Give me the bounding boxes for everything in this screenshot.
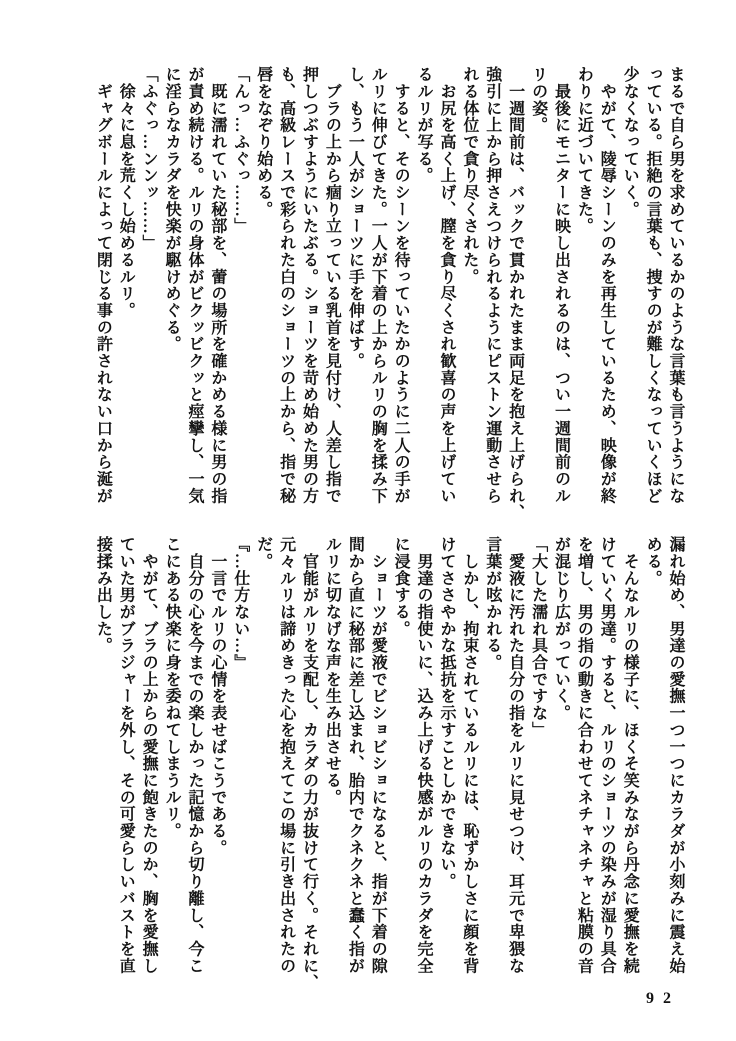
text-column: けていく男達。すると、ルリのショーツの染みが湿り具合: [598, 536, 616, 975]
text-column: だ。: [254, 536, 272, 570]
text-column: 官能がルリを支配し、カラダの力が抜けて行く。それに、: [300, 536, 318, 991]
text-column: 「ふぐっ…ンンッ……」: [140, 66, 158, 252]
text-column: に浸食する。: [392, 536, 410, 638]
text-column: も、高級レースで彩られた白のショーツの上から、指で秘: [277, 66, 295, 505]
text-column: るルリが写る。: [415, 66, 433, 184]
text-column: 強引に上から押さえつけられるようにピストン運動させら: [483, 66, 501, 505]
text-column: 『…仕方ない…』: [231, 536, 249, 671]
text-column: 言葉が呟かれる。: [483, 536, 501, 671]
text-column: 自分の心を今までの楽しかった記憶から切り離し、今こ: [185, 536, 203, 975]
text-column: 元々ルリは諦めきった心を抱えてこの場に引き出されたの: [277, 536, 295, 975]
text-column: れる体位で貪り尽くされた。: [460, 66, 478, 286]
text-column: しかし、拘束されているルリには、恥ずかしさに顔を背: [460, 536, 478, 975]
text-column: ショーツが愛液でビショビショになると、指が下着の隙: [369, 536, 387, 975]
text-column: そんなルリの様子に、ほくそ笑みながら丹念に愛撫を続: [621, 536, 639, 975]
text-column: が責め続ける。ルリの身体がビクッビクッと痙攣し、一気: [185, 66, 203, 505]
text-column: に淫らなカラダを快楽が駆けめぐる。: [163, 66, 181, 353]
upper-text-block: [90, 66, 686, 521]
text-column: し、もう一人がショーツに手を伸ばす。: [346, 66, 364, 370]
text-column: 徐々に息を荒くし始めるルリ。: [117, 66, 135, 319]
text-column: っている。拒絶の言葉も、捜すのが難しくなっていくほど: [644, 66, 662, 505]
text-column: やがて、陵辱シーンのみを再生しているため、映像が終: [598, 66, 616, 505]
text-column: 接揉み出した。: [94, 536, 112, 654]
text-column: 間から直に秘部に差し込まれ、胎内でクネクネと蠢く指が: [346, 536, 364, 975]
text-column: すると、そのシーンを待っていたかのように二人の手が: [392, 66, 410, 505]
lower-text-block: [90, 536, 686, 991]
page-number: 92: [646, 990, 680, 1007]
text-column: が混じり広がっていく。: [552, 536, 570, 722]
text-column: ルリに切なげな声を生み出させる。: [323, 536, 341, 806]
text-column: 愛液に汚れた自分の指をルリに見せつけ、耳元で卑猥な: [506, 536, 524, 975]
text-column: ルリに伸びてきた。一人が下着の上からルリの胸を揉み下: [369, 66, 387, 505]
text-column: 一言でルリの心情を表せばこうである。: [208, 536, 226, 857]
text-column: 漏れ始め、男達の愛撫一つ一つにカラダが小刻みに震え始: [667, 536, 684, 975]
text-column: リの姿。: [529, 66, 547, 134]
text-column: ブラの上から痼り立っている乳首を見付け、人差し指で: [323, 66, 341, 505]
text-column: お尻を高く上げ、膣を貪り尽くされ歓喜の声を上げてい: [437, 66, 455, 505]
text-column: 一週間前は、バックで貫かれたまま両足を抱え上げられ、: [506, 66, 524, 521]
text-column: わりに近づいてきた。: [575, 66, 593, 235]
text-column: けてささやかな抵抗を示すことしかできない。: [437, 536, 455, 890]
text-column: 少なくなっていく。: [621, 66, 639, 218]
text-column: やがて、ブラの上からの愛撫に飽きたのか、胸を愛撫し: [140, 536, 158, 975]
text-column: 「大した濡れ具合ですな」: [529, 536, 547, 739]
text-column: ギャグボールによって閉じる事の許されない口から涎が: [94, 66, 112, 505]
text-column: める。: [644, 536, 662, 587]
text-column: 「んっ…ふぐっ……」: [231, 66, 249, 235]
text-column: ていた男がブラジャーを外し、その可愛らしいバストを直: [117, 536, 135, 975]
text-column: まるで自ら男を求めているかのような言葉も言うようにな: [667, 66, 684, 505]
text-column: 男達の指使いに、込み上げる快感がルリのカラダを完全: [415, 536, 433, 975]
text-column: 既に濡れていた秘部を、蕾の場所を確かめる様に男の指: [208, 66, 226, 505]
text-column: 唇をなぞり始める。: [254, 66, 272, 218]
text-column: こにある快楽に身を委ねてしまうルリ。: [163, 536, 181, 840]
text-column: 最後にモニターに映し出されるのは、つい一週間前のル: [552, 66, 570, 505]
text-column: 押しつぶすようにいたぶる。ショーツを苛め始めた男の方: [300, 66, 318, 505]
text-column: を増し、男の指の動きに合わせてネチャネチャと粘膜の音: [575, 536, 593, 975]
